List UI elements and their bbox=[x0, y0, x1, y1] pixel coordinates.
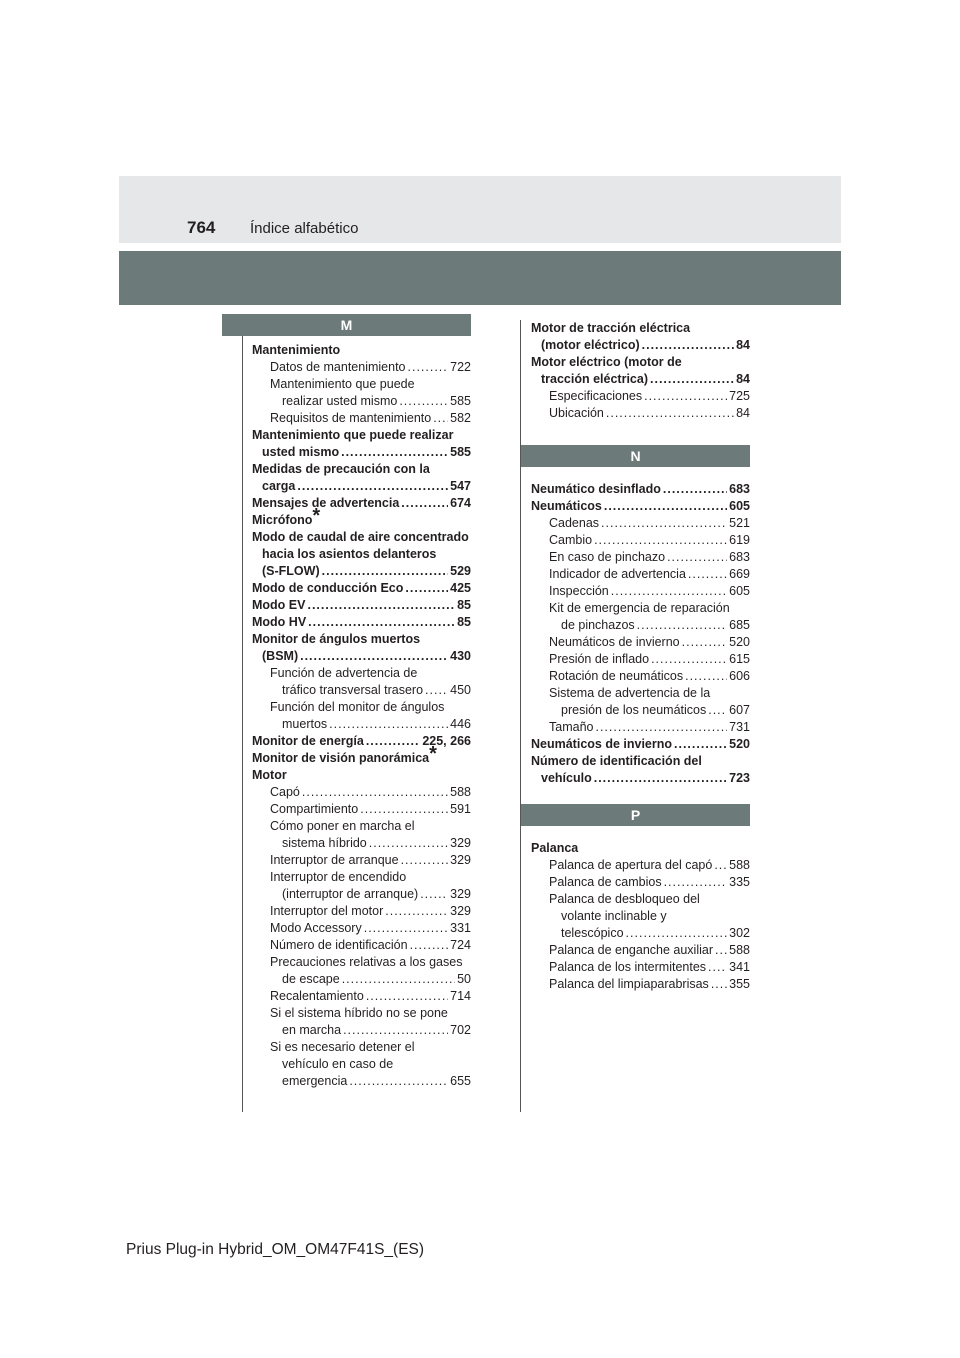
page-number: 764 bbox=[187, 218, 216, 237]
index-heading: Monitor de ángulos muertos bbox=[252, 632, 421, 646]
asterisk-mark: * bbox=[312, 505, 321, 527]
index-entry: Palanca del limpiaparabrisas ..... 355 bbox=[531, 976, 750, 993]
index-heading: Modo de caudal de aire concentrado bbox=[252, 530, 469, 544]
index-entry: Interruptor de arranque ..... 329 bbox=[252, 852, 471, 869]
index-entry: emergencia ..... 655 bbox=[252, 1073, 471, 1090]
index-entry: Neumáticos ..... 605 bbox=[531, 498, 750, 515]
index-entry-line: Cómo poner en marcha el bbox=[270, 819, 415, 833]
index-heading: Número de identificación del bbox=[531, 754, 702, 768]
index-entry: telescópico ..... 302 bbox=[531, 925, 750, 942]
index-entry: Recalentamiento ..... 714 bbox=[252, 988, 471, 1005]
index-entry-line: Función de advertencia de bbox=[270, 666, 418, 680]
index-entry: Compartimiento ..... 591 bbox=[252, 801, 471, 818]
index-heading: Medidas de precaución con la bbox=[252, 462, 430, 476]
index-entry-line: Si es necesario detener el bbox=[270, 1040, 415, 1054]
index-entry-line: volante inclinable y bbox=[561, 909, 667, 923]
section-title: Índice alfabético bbox=[250, 220, 359, 237]
index-entry: Número de identificación ..... 724 bbox=[252, 937, 471, 954]
index-entry: Cambio ..... 619 bbox=[531, 532, 750, 549]
index-entry-line: Palanca de desbloqueo del bbox=[549, 892, 700, 906]
index-entry: Palanca de los intermitentes ..... 341 bbox=[531, 959, 750, 976]
index-heading: Mantenimiento que puede realizar bbox=[252, 428, 454, 442]
index-entry: Palanca de apertura del capó ..... 588 bbox=[531, 857, 750, 874]
index-entry: usted mismo ..... 585 bbox=[252, 444, 471, 461]
index-entry: Neumático desinflado ..... 683 bbox=[531, 481, 750, 498]
index-entry: Inspección ..... 605 bbox=[531, 583, 750, 600]
index-entry: Modo de conducción Eco ..... 425 bbox=[252, 580, 471, 597]
letter-heading-m: M bbox=[222, 314, 471, 336]
index-entry: vehículo ..... 723 bbox=[531, 770, 750, 787]
index-entry-line: Precauciones relativas a los gases bbox=[270, 955, 463, 969]
index-entry: de pinchazos ..... 685 bbox=[531, 617, 750, 634]
footer-doc-id: Prius Plug-in Hybrid_OM_OM47F41S_(ES) bbox=[126, 1241, 425, 1258]
index-entry-line: Sistema de advertencia de la bbox=[549, 686, 711, 700]
index-entry: de escape ..... 50 bbox=[252, 971, 471, 988]
index-heading: Palanca bbox=[531, 841, 579, 855]
index-entry: Neumáticos de invierno ..... 520 bbox=[531, 736, 750, 753]
index-entry: Palanca de cambios ..... 335 bbox=[531, 874, 750, 891]
index-heading: hacia los asientos delanteros bbox=[262, 547, 437, 561]
index-entry: Modo EV ..... 85 bbox=[252, 597, 471, 614]
index-entry: (motor eléctrico) ..... 84 bbox=[531, 337, 750, 354]
index-entry: (S-FLOW) ..... 529 bbox=[252, 563, 471, 580]
index-heading: Motor bbox=[252, 768, 287, 782]
index-entry: Rotación de neumáticos ..... 606 bbox=[531, 668, 750, 685]
index-entry: Interruptor del motor ..... 329 bbox=[252, 903, 471, 920]
index-entry: Neumáticos de invierno ..... 520 bbox=[531, 634, 750, 651]
index-entry-line: Mantenimiento que puede bbox=[270, 377, 415, 391]
index-column-2 bbox=[531, 320, 750, 993]
index-entry: Datos de mantenimiento ..... 722 bbox=[252, 359, 471, 376]
header-dark-band bbox=[119, 251, 841, 305]
index-entry-line: Interruptor de encendido bbox=[270, 870, 407, 884]
letter-heading-p: P bbox=[521, 804, 750, 826]
header-band bbox=[119, 176, 841, 243]
index-entry: Mensajes de advertencia ..... 674 bbox=[252, 495, 471, 512]
index-entry: en marcha ..... 702 bbox=[252, 1022, 471, 1039]
index-entry: carga ..... 547 bbox=[252, 478, 471, 495]
index-heading: Mantenimiento bbox=[252, 343, 341, 357]
letter-heading-n: N bbox=[521, 445, 750, 467]
index-entry: Modo Accessory ..... 331 bbox=[252, 920, 471, 937]
index-entry: Capó ..... 588 bbox=[252, 784, 471, 801]
index-entry: En caso de pinchazo ..... 683 bbox=[531, 549, 750, 566]
index-entry: Modo HV ..... 85 bbox=[252, 614, 471, 631]
index-entry: Indicador de advertencia ..... 669 bbox=[531, 566, 750, 583]
index-heading: Micrófono* bbox=[252, 505, 321, 527]
index-entry: realizar usted mismo ..... 585 bbox=[252, 393, 471, 410]
index-column-1 bbox=[252, 342, 471, 1090]
index-entry: Presión de inflado ..... 615 bbox=[531, 651, 750, 668]
index-entry: Monitor de energía ..... 225, 266 bbox=[252, 733, 471, 750]
column-divider-right bbox=[520, 320, 521, 1112]
index-entry: tráfico transversal trasero ..... 450 bbox=[252, 682, 471, 699]
index-entry-line: vehículo en caso de bbox=[282, 1057, 394, 1071]
index-entry: (interruptor de arranque) ..... 329 bbox=[252, 886, 471, 903]
index-heading: Motor eléctrico (motor de bbox=[531, 355, 682, 369]
index-entry: presión de los neumáticos ..... 607 bbox=[531, 702, 750, 719]
index-heading: Monitor de visión panorámica* bbox=[252, 743, 437, 765]
index-entry-line: Kit de emergencia de reparación bbox=[549, 601, 730, 615]
index-entry-line: Si el sistema híbrido no se pone bbox=[270, 1006, 448, 1020]
asterisk-mark: * bbox=[429, 743, 437, 765]
index-entry: tracción eléctrica) ..... 84 bbox=[531, 371, 750, 388]
index-entry: Requisitos de mantenimiento ..... 582 bbox=[252, 410, 471, 427]
index-entry: Cadenas ..... 521 bbox=[531, 515, 750, 532]
index-heading: Motor de tracción eléctrica bbox=[531, 321, 691, 335]
index-entry: Palanca de enganche auxiliar ..... 588 bbox=[531, 942, 750, 959]
index-entry: Especificaciones ..... 725 bbox=[531, 388, 750, 405]
index-entry: sistema híbrido ..... 329 bbox=[252, 835, 471, 852]
index-entry: Tamaño ..... 731 bbox=[531, 719, 750, 736]
index-entry: muertos ..... 446 bbox=[252, 716, 471, 733]
index-entry: Ubicación ..... 84 bbox=[531, 405, 750, 422]
index-entry: (BSM) ..... 430 bbox=[252, 648, 471, 665]
index-entry-line: Función del monitor de ángulos bbox=[270, 700, 445, 714]
column-divider-left bbox=[242, 320, 243, 1112]
